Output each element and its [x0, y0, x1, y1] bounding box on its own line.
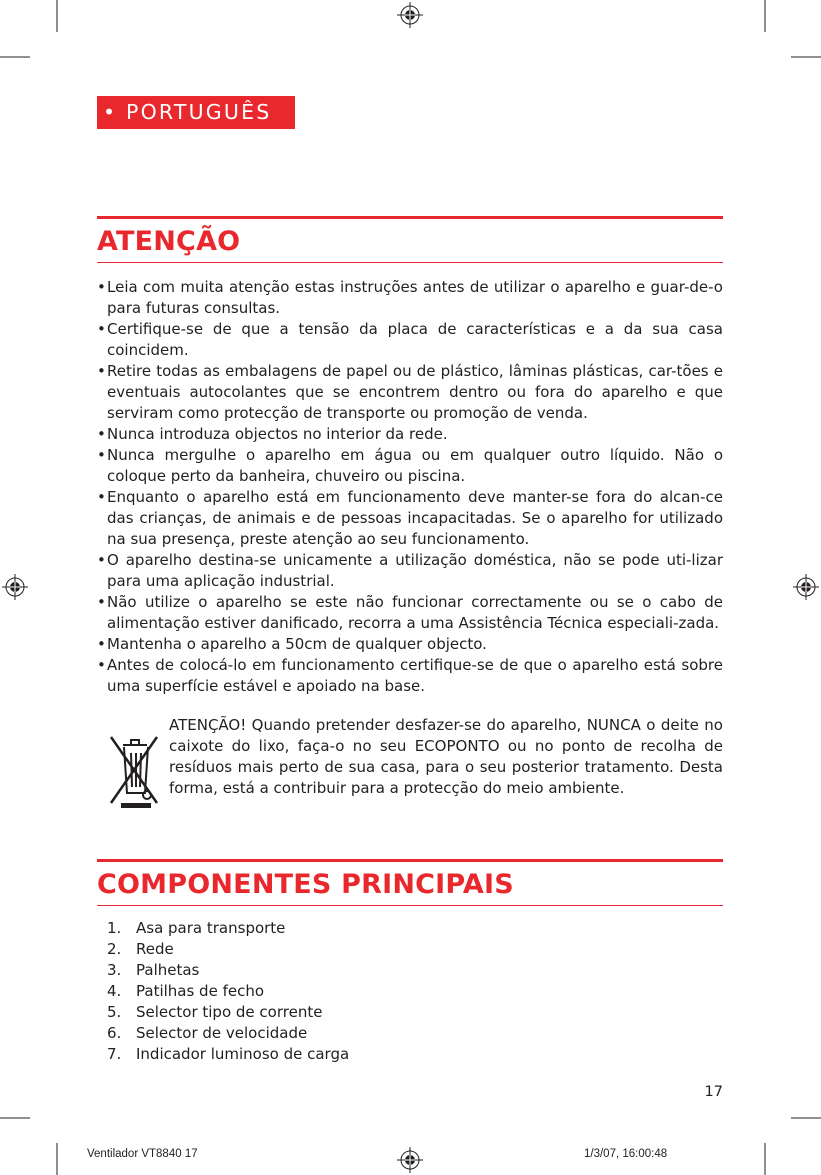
- section-rule-thin: [97, 262, 723, 263]
- item-label: Asa para transporte: [136, 919, 286, 937]
- bullet-item: • Enquanto o aparelho está em funcionamento deve manter-se fora do alcan-ce das crianças, de animais e de pessoas incapacitadas. Se o aparelho for utilizado na sua presença, preste atenção ao seu funcionamento.: [97, 487, 723, 550]
- registration-mark-left: [2, 574, 28, 600]
- components-list: [107, 918, 349, 1065]
- bullet-item: • Mantenha o aparelho a 50cm de qualquer objecto.: [97, 634, 723, 655]
- registration-mark-bottom: [397, 1147, 423, 1173]
- list-item: [107, 981, 349, 1002]
- item-number: 6.: [107, 1024, 122, 1042]
- list-item: [107, 918, 349, 939]
- item-label: Patilhas de fecho: [136, 982, 265, 1000]
- item-label: Indicador luminoso de carga: [136, 1045, 350, 1063]
- section-rule-thick: [97, 859, 723, 862]
- recycle-notice-text: ATENÇÃO! Quando pretender desfazer-se do aparelho, NUNCA o deite no caixote do lixo, faça-o no seu ECOPONTO ou no ponto de recolha de resíduos mais perto de sua casa, para o seu posterior tratamento. Desta forma, está a contribuir para a protecção do meio ambiente.: [169, 716, 723, 797]
- attention-title: ATENÇÃO: [97, 226, 241, 257]
- attention-bullet-list: [97, 277, 723, 697]
- bullet-item: • O aparelho destina-se unicamente a utilização doméstica, não se pode uti-lizar para uma aplicação industrial.: [97, 550, 723, 592]
- registration-mark-top: [397, 2, 423, 28]
- recycle-notice: [97, 715, 723, 835]
- crossed-out-bin-icon: [107, 733, 159, 815]
- item-number: 7.: [107, 1045, 122, 1063]
- item-label: Rede: [136, 940, 174, 958]
- print-footer-file: Ventilador VT8840 17: [87, 1148, 198, 1160]
- list-item: [107, 1002, 349, 1023]
- components-title: COMPONENTES PRINCIPAIS: [97, 869, 514, 900]
- item-number: 4.: [107, 982, 122, 1000]
- print-footer-timestamp: 1/3/07, 16:00:48: [584, 1148, 668, 1160]
- bullet-item: • Retire todas as embalagens de papel ou de plástico, lâminas plásticas, car-tões e eventuais autocolantes que se encontrem dentro ou fora do aparelho e que serviram como protecção de transporte ou promoção de venda.: [97, 361, 723, 424]
- bullet-item: • Nunca mergulhe o aparelho em água ou em qualquer outro líquido. Não o coloque perto da banheira, chuveiro ou piscina.: [97, 445, 723, 487]
- item-number: 2.: [107, 940, 122, 958]
- bullet-item: • Nunca introduza objectos no interior da rede.: [97, 424, 723, 445]
- list-item: [107, 1023, 349, 1044]
- page-number: 17: [704, 1084, 723, 1100]
- item-number: 1.: [107, 919, 122, 937]
- item-label: Selector tipo de corrente: [136, 1003, 323, 1021]
- list-item: [107, 939, 349, 960]
- bullet-item: • Não utilize o aparelho se este não funcionar correctamente ou se o cabo de alimentação estiver danificado, recorra a uma Assistência Técnica especiali-zada.: [97, 592, 723, 634]
- item-number: 5.: [107, 1003, 122, 1021]
- bullet-item: • Certifique-se de que a tensão da placa de características e a da sua casa coincidem.: [97, 319, 723, 361]
- bullet-item: • Antes de colocá-lo em funcionamento certifique-se de que o aparelho está sobre uma superfície estável e apoiado na base.: [97, 655, 723, 697]
- item-label: Selector de velocidade: [136, 1024, 308, 1042]
- item-number: 3.: [107, 961, 122, 979]
- registration-mark-right: [793, 574, 819, 600]
- section-rule-thick: [97, 216, 723, 219]
- list-item: [107, 960, 349, 981]
- item-label: Palhetas: [136, 961, 200, 979]
- bullet-item: • Leia com muita atenção estas instruções antes de utilizar o aparelho e guar-de-o para futuras consultas.: [97, 277, 723, 319]
- language-tag: • PORTUGUÊS: [97, 96, 295, 129]
- attention-section: [97, 216, 723, 263]
- list-item: [107, 1044, 349, 1065]
- components-section: [97, 859, 723, 906]
- section-rule-thin: [97, 905, 723, 906]
